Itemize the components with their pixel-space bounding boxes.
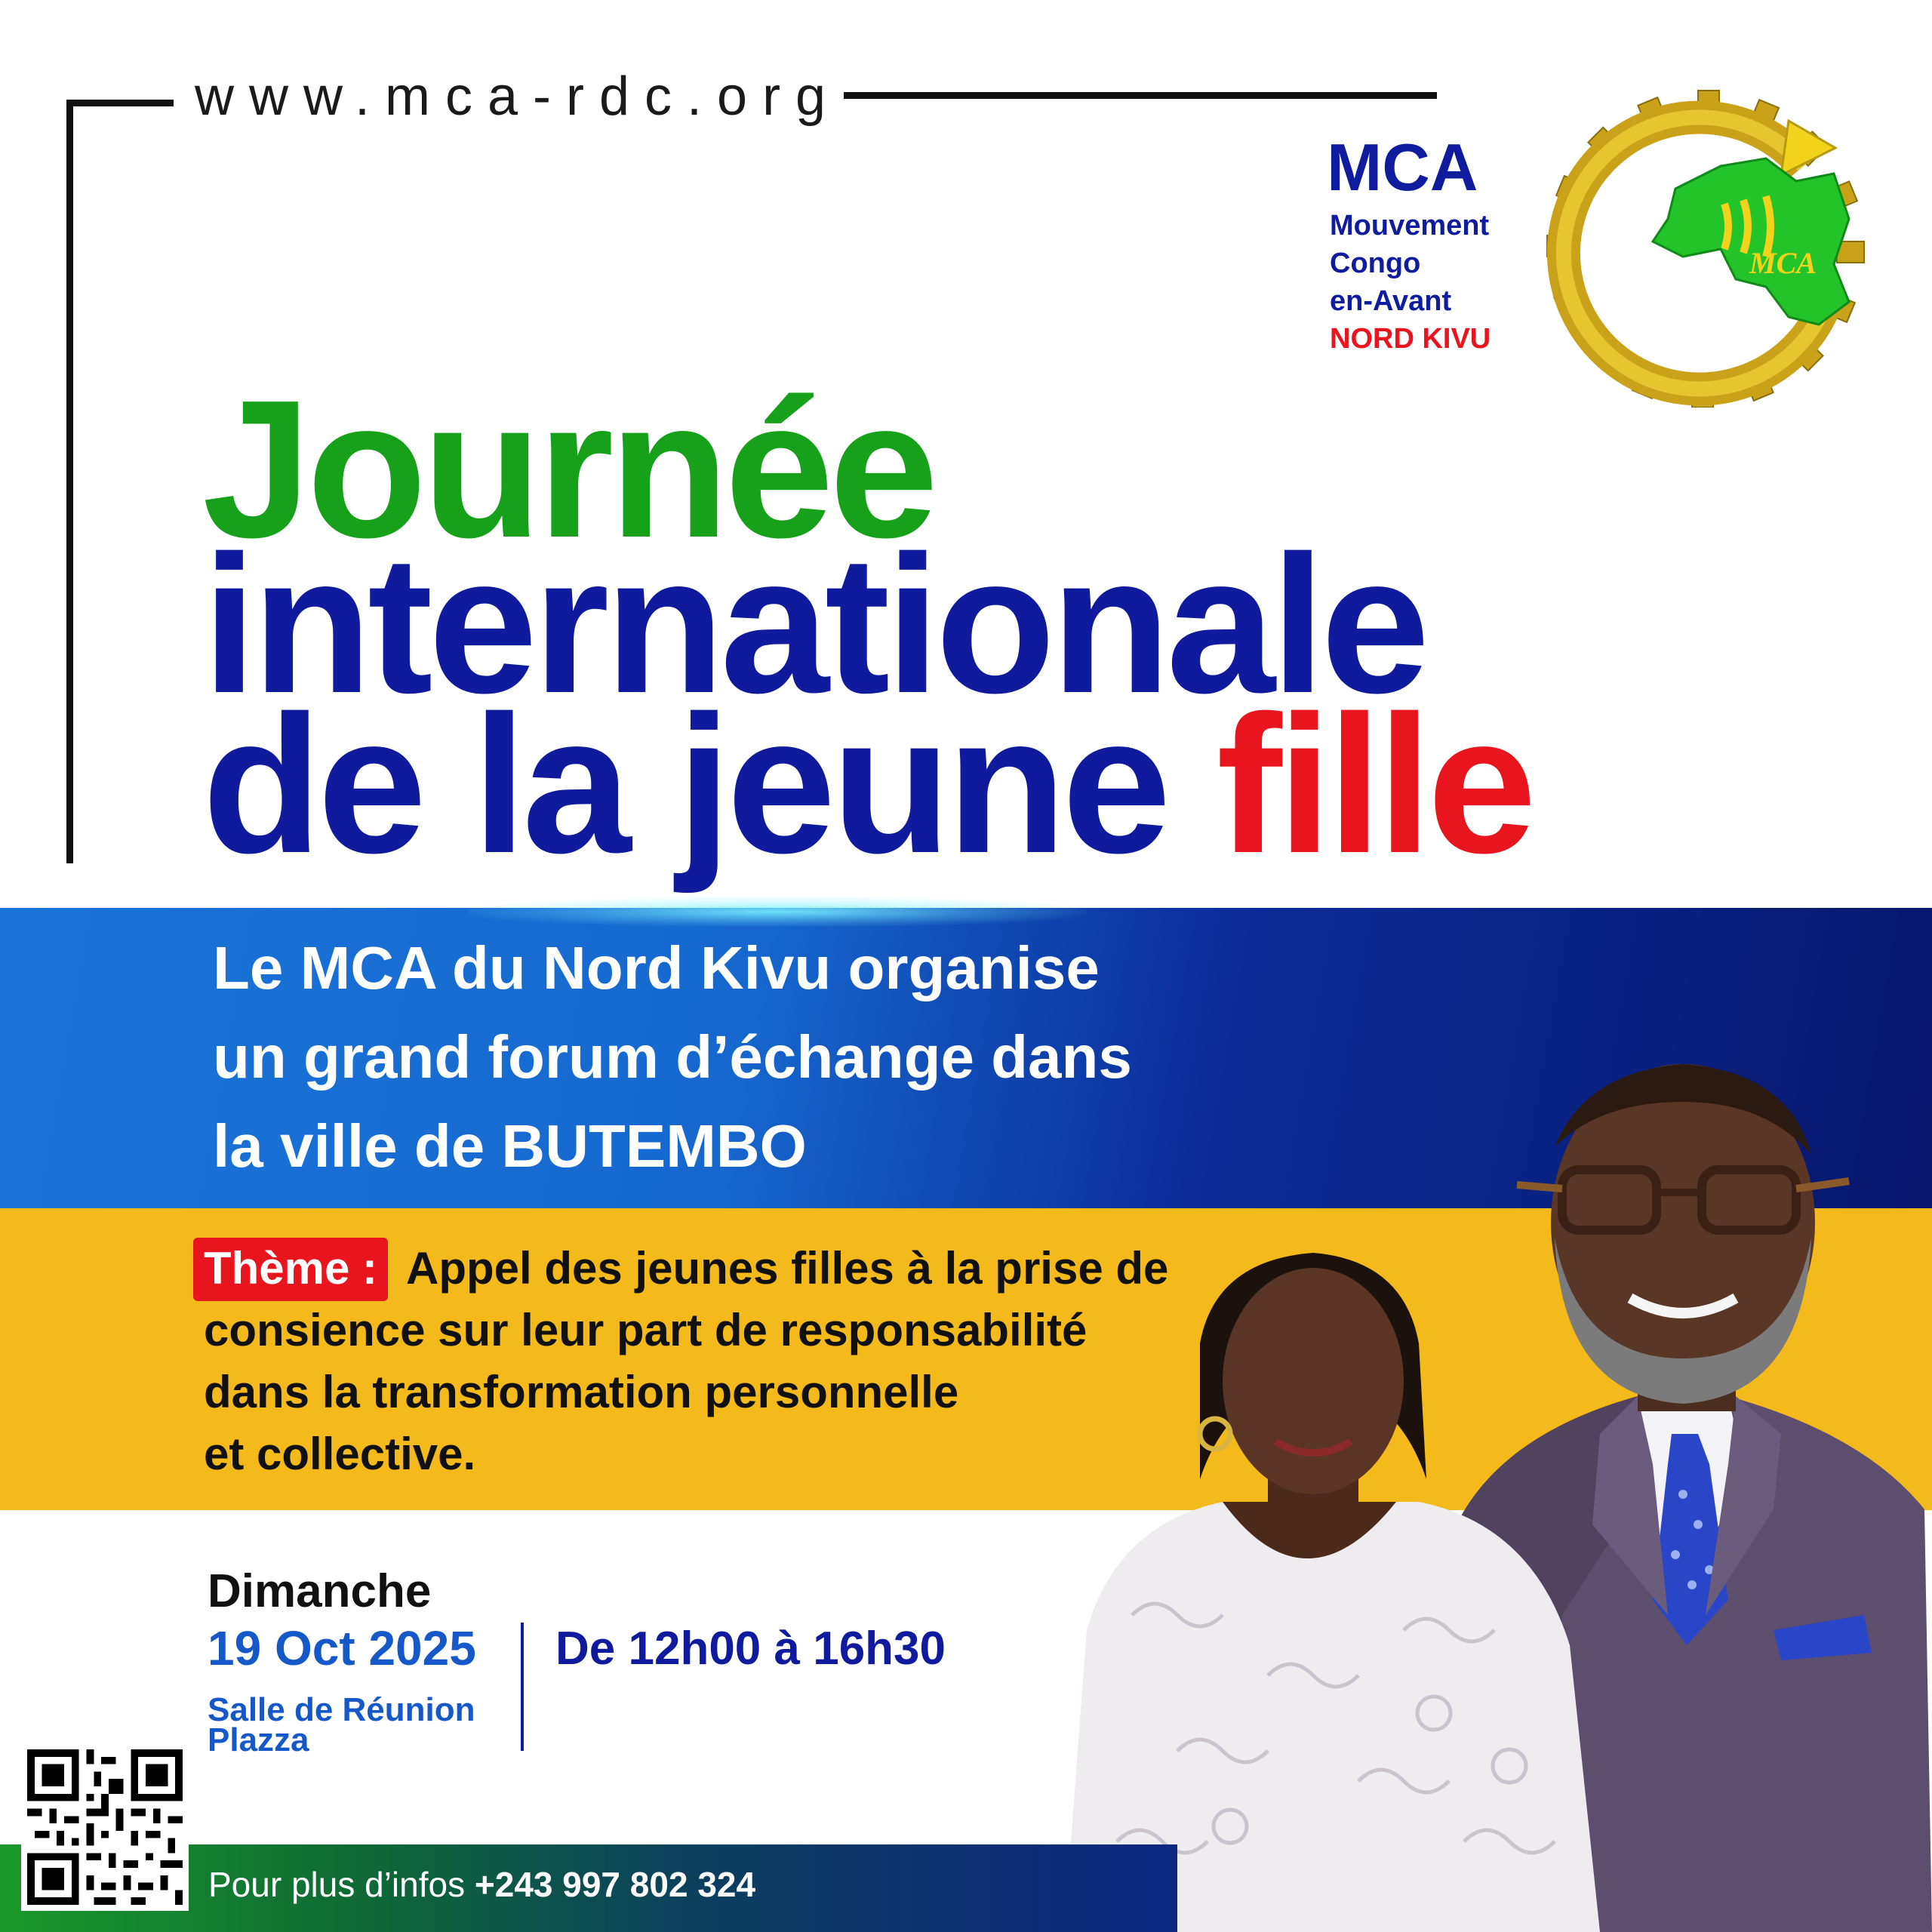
headline-line-3 [202,675,1532,894]
announcement-line-3: la ville de BUTEMBO [213,1112,807,1180]
map-icon [1653,158,1849,325]
theme-label-badge: Thème : [193,1238,388,1301]
logo-text: MCA [1749,246,1817,280]
theme-line-2: consience sur leur part de responsabilité [204,1305,1088,1355]
frame-vertical-line [66,100,73,863]
headline-line-2: internationale [202,515,1426,734]
event-date: 19 Oct 2025 [208,1621,476,1675]
speaker-woman-photo [1041,1253,1615,1932]
brand-name-line-3: en-Avant [1330,285,1452,317]
brand-region: NORD KIVU [1330,323,1491,355]
headline-line-3-main: de la jeune [202,675,1217,894]
theme-line-4: et collective. [204,1429,476,1479]
footer-phone-number[interactable]: +243 997 802 324 [474,1865,756,1904]
theme-line-1: Appel des jeunes filles à la prise de [406,1243,1169,1294]
announcement-line-2: un grand forum d’échange dans [213,1023,1132,1091]
website-url[interactable]: www.mca-rdc.org [195,66,841,127]
qr-code-icon[interactable] [27,1749,183,1905]
headline-accent-word: fille [1217,675,1532,894]
brand-name-line-1: Mouvement [1330,210,1490,242]
footer-label: Pour plus d’infos [208,1865,475,1904]
arrow-icon [1781,121,1835,175]
headline-line-1: Journée [202,360,934,579]
announcement-line-1: Le MCA du Nord Kivu organise [213,934,1100,1001]
footer-contact [208,1867,755,1902]
info-divider [521,1623,524,1751]
frame-top-right-line [844,92,1437,99]
gear-map-logo-icon [1540,75,1872,408]
event-venue-line-2: Plazza [208,1721,309,1758]
brand-name-line-2: Congo [1330,248,1421,279]
theme-line-3: dans la transformation personnelle [204,1367,959,1417]
event-venue-line-1: Salle de Réunion [208,1691,475,1728]
brand-abbreviation: MCA [1327,130,1478,205]
event-day: Dimanche [208,1565,432,1617]
band-glow [468,897,1087,927]
frame-top-left-line [66,100,174,106]
event-time: De 12h00 à 16h30 [555,1623,946,1675]
